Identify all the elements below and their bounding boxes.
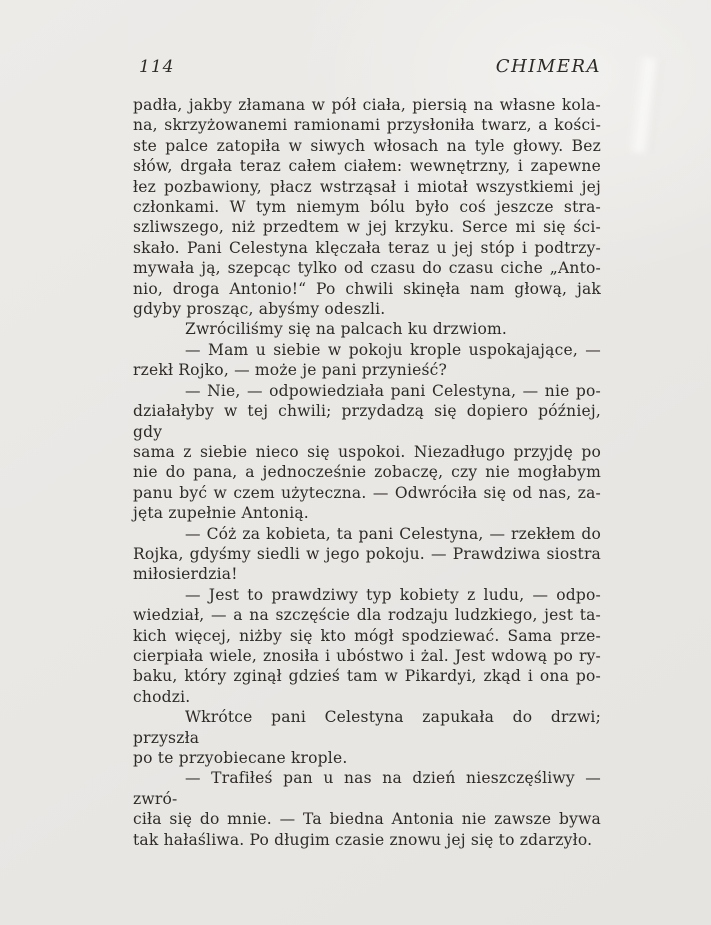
text-line: kich więcej, niżby się kto mógł spodziewać. Sama prze- (133, 626, 601, 645)
text-line: cierpiała wiele, znosiła i ubóstwo i żal. Jest wdową po ry- (133, 646, 601, 665)
text-line: panu być w czem użyteczna. — Odwróciła się od nas, za- (133, 483, 601, 502)
text-line: szliwszego, niż przedtem w jej krzyku. Serce mi się ści- (133, 218, 601, 237)
text-line: — Nie, — odpowiedziała pani Celestyna, — nie po- (185, 381, 601, 400)
text-line: tak hałaśliwa. Po długim czasie znowu jej się to zdarzyło. (133, 830, 593, 849)
text-line: miłosierdzia! (133, 565, 238, 584)
text-line: mywała ją, szepcąc tylko od czasu do czasu ciche „Anto- (133, 259, 601, 278)
text-line: baku, który zginął gdzieś tam w Pikardyi, zkąd i ona po- (133, 667, 601, 686)
body-text (133, 95, 601, 850)
text-line: łez pozbawiony, płacz wstrząsał i miotał wszystkiemi jej (133, 177, 601, 196)
paragraph (133, 319, 601, 339)
text-line: skało. Pani Celestyna klęczała teraz u jej stóp i podtrzy- (133, 238, 601, 257)
text-line: wiedział, — a na szczęście dla rodzaju ludzkiego, jest ta- (133, 606, 601, 625)
paragraph (133, 585, 601, 707)
text-line: padła, jakby złamana w pół ciała, piersią na własne kola- (133, 96, 601, 114)
paragraph (133, 768, 601, 850)
text-line: jęta zupełnie Antonią. (133, 504, 309, 523)
page-number: 114 (139, 57, 175, 77)
text-line: Zwróciliśmy się na palcach ku drzwiom. (185, 320, 508, 339)
text-line: członkami. W tym niemym bólu było coś jeszcze stra- (133, 198, 601, 217)
text-line: — Trafiłeś pan u nas na dzień nieszczęśliwy — zwró- (133, 769, 601, 808)
text-line: na, skrzyżowanemi ramionami przysłoniła twarz, a kości- (133, 116, 601, 135)
scan-crease-artifact (626, 57, 663, 154)
text-line: — Cóż za kobieta, ta pani Celestyna, — rzekłem do (185, 524, 601, 543)
text-line: Rojka, gdyśmy siedli w jego pokoju. — Prawdziwa siostra (133, 544, 601, 563)
text-line: nie do pana, a jednocześnie zobaczę, czy nie mogłabym (133, 463, 601, 482)
text-line: po te przyobiecane krople. (133, 749, 348, 767)
paragraph (133, 95, 601, 319)
text-line: ste palce zatopiła w siwych włosach na tyle głowy. Bez (133, 136, 601, 155)
text-line: sama z siebie nieco się uspokoi. Niezadługo przyjdę po (133, 442, 601, 461)
paragraph (133, 381, 601, 524)
text-line: ciła się do mnie. — Ta biedna Antonia nie zawsze bywa (133, 810, 601, 829)
running-header (133, 56, 601, 77)
journal-title: CHIMERA (495, 56, 601, 77)
paragraph (133, 524, 601, 585)
text-line: — Mam u siebie w pokoju krople uspokajające, — (185, 340, 601, 359)
text-line: działałyby w tej chwili; przydadzą się dopiero później, gdy (133, 402, 601, 441)
text-line: Wkrótce pani Celestyna zapukała do drzwi; przyszła (133, 708, 601, 747)
text-line: — Jest to prawdziwy typ kobiety z ludu, — odpo- (185, 585, 601, 604)
paragraph (133, 340, 601, 381)
paragraph (133, 707, 601, 768)
text-line: gdyby prosząc, abyśmy odeszli. (133, 300, 386, 319)
text-line: chodzi. (133, 687, 191, 706)
text-line: nio, droga Antonio!“ Po chwili skinęła nam głową, jak (133, 279, 601, 298)
text-line: rzekł Rojko, — może je pani przynieść? (133, 361, 448, 380)
text-line: słów, drgała teraz całem ciałem: wewnętrzny, i zapewne (133, 157, 601, 176)
